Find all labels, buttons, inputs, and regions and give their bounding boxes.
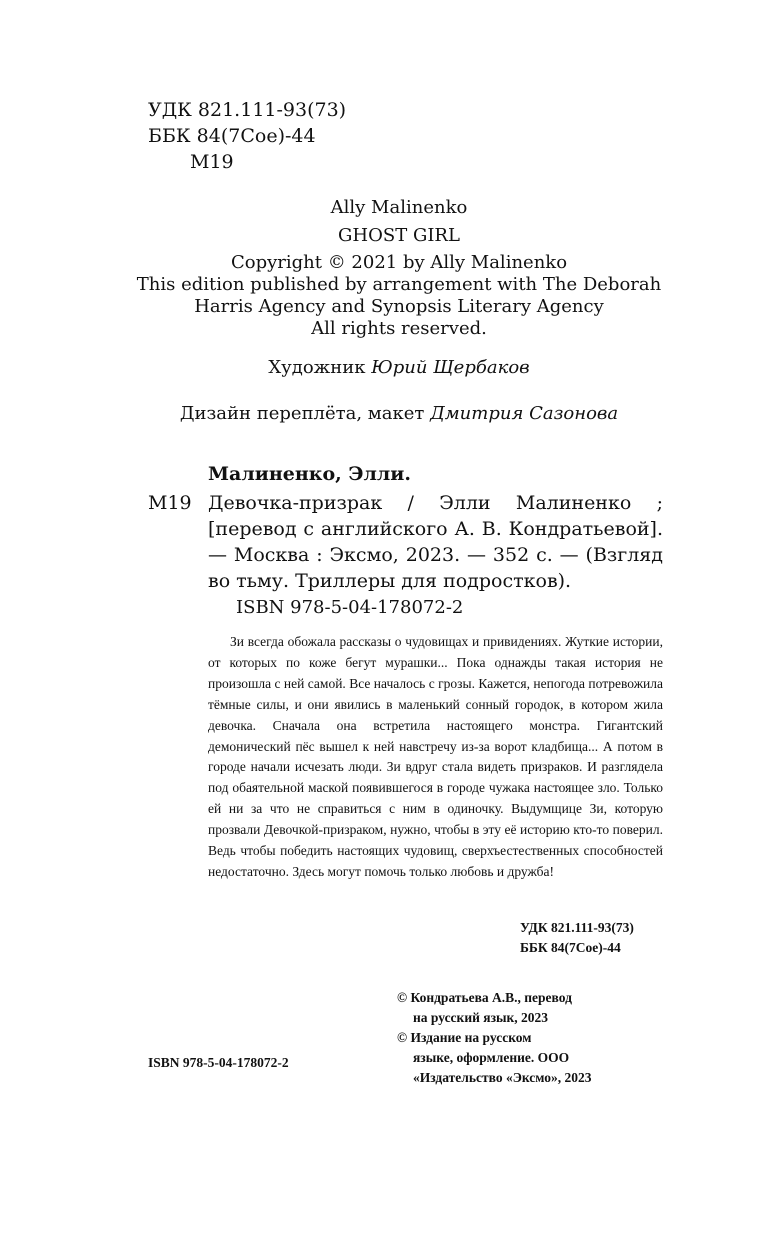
arrangement-line-2: Harris Agency and Synopsis Literary Agency	[194, 296, 604, 317]
edition-copyright-line-1: © Издание на русском	[397, 1030, 532, 1045]
original-author: Ally Malinenko	[330, 197, 468, 218]
bottom-isbn: ISBN 978-5-04-178072-2	[148, 1055, 289, 1070]
catalog-code: М19	[148, 492, 192, 514]
design-label: Дизайн переплёта, макет	[179, 403, 425, 424]
annotation-text: Зи всегда обожала рассказы о чудовищах и привидениях. Жуткие истории, от которых по коже бегут мурашки... Пока однажды такая история не произошла с ней самой. Все началось с грозы. Кажется, непогода потревожила тёмные силы, и они явились в маленький сонный городок, в котором жила девочка. Сначала она встретила настоящего монстра. Гигантский демонический пёс вышел к ней навстречу из-за ворот кладбища... А потом в городе начали исчезать люди. Зи вдруг стала видеть призраков. И разглядела под обаятельной маской появившегося в городе чужака настоящее зло. Только ей ни за что не справиться с ним в одиночку. Выдумщице Зи, которую прозвали Девочкой-призраком, нужно, чтобы в эту её историю кто-то поверил. Ведь чтобы победить настоящих чудовищ, сверхъестественных способностей недостаточно. Здесь могут помочь только любовь и дружба!	[208, 634, 663, 879]
catalog-description: Девочка-призрак / Элли Малиненко ; [перевод с английского А. В. Кондратьевой]. — Москва : Эксмо, 2023. — 352 с. — (Взгляд во тьму. Триллеры для подростков).	[208, 492, 663, 592]
bbk-code: ББК 84(7Сое)-44	[148, 125, 316, 147]
design-name: Дмитрия Сазонова	[430, 403, 619, 424]
arrangement-line-1: This edition published by arrangement with The Deborah	[136, 274, 662, 295]
bottom-bbk-code: ББК 84(7Сое)-44	[520, 940, 621, 955]
original-title: GHOST GIRL	[338, 225, 460, 246]
catalog-isbn: ISBN 978-5-04-178072-2	[236, 597, 464, 618]
catalog-heading: Малиненко, Элли.	[208, 463, 411, 485]
translation-copyright-line-1: © Кондратьева А.В., перевод	[397, 990, 572, 1005]
udk-code: УДК 821.111-93(73)	[148, 99, 347, 121]
edition-copyright-line-3: «Издательство «Эксмо», 2023	[413, 1070, 592, 1085]
bottom-udk-code: УДК 821.111-93(73)	[520, 920, 634, 935]
design-credit	[0, 403, 768, 424]
author-mark-code: М19	[190, 151, 234, 173]
artist-label: Художник	[268, 357, 366, 378]
original-edition-block	[0, 196, 662, 340]
bottom-codes	[520, 918, 634, 958]
edition-copyright-line-2: языке, оформление. ООО	[413, 1050, 570, 1065]
copyright-notices	[397, 988, 592, 1088]
artist-credit	[0, 357, 768, 378]
artist-name: Юрий Щербаков	[371, 357, 530, 378]
translation-copyright-line-2: на русский язык, 2023	[413, 1010, 549, 1025]
copyright-line: Copyright © 2021 by Ally Malinenko	[230, 252, 568, 273]
rights-line: All rights reserved.	[311, 318, 487, 339]
